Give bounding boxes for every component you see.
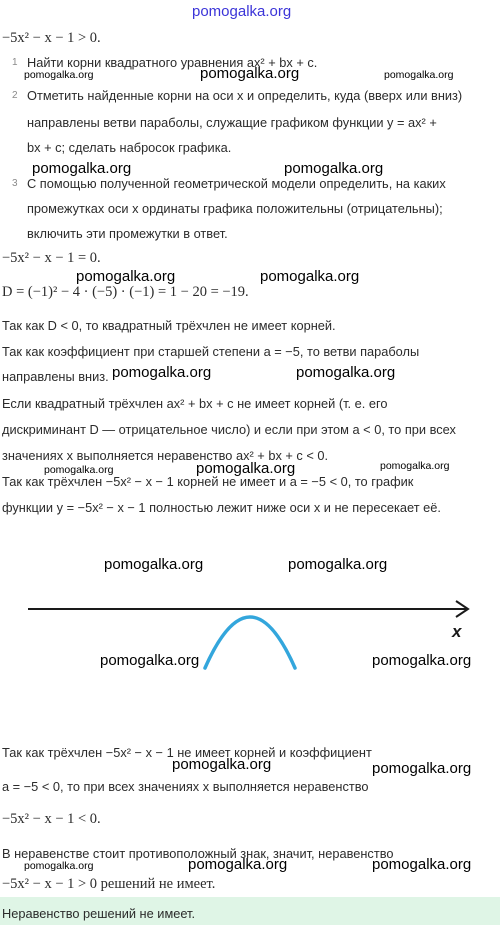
watermark: pomogalka.org bbox=[372, 856, 472, 873]
discriminant-formula: D = (−1)² − 4 · (−5) · (−1) = 1 − 20 = −19. bbox=[2, 284, 249, 300]
branches-text: направлены вниз. bbox=[2, 369, 109, 384]
watermark: pomogalka.org bbox=[112, 364, 212, 381]
quadratic-equation: −5x² − x − 1 = 0. bbox=[2, 250, 101, 266]
watermark: pomogalka.org bbox=[44, 464, 114, 476]
watermark: pomogalka.org bbox=[100, 652, 200, 669]
branches-text: Так как коэффициент при старшей степени a = −5, то ветви параболы bbox=[2, 344, 420, 359]
watermark: pomogalka.org bbox=[24, 69, 94, 81]
step-line: промежутках оси x ординаты графика положительны (отрицательны); bbox=[27, 201, 443, 216]
watermark: pomogalka.org bbox=[288, 556, 388, 573]
conclusion-inequality: −5x² − x − 1 < 0. bbox=[2, 811, 101, 827]
watermark: pomogalka.org bbox=[104, 556, 204, 573]
watermark: pomogalka.org bbox=[372, 652, 472, 669]
graph-text: функции y = −5x² − x − 1 полностью лежит ниже оси x и не пересекает её. bbox=[2, 500, 441, 515]
watermark-top: pomogalka.org bbox=[192, 3, 292, 20]
rule-text: дискриминант D — отрицательное число) и если при этом a < 0, то при всех bbox=[2, 422, 456, 437]
watermark: pomogalka.org bbox=[372, 760, 472, 777]
step-line: С помощью полученной геометрической модели определить, на каких bbox=[27, 176, 446, 191]
answer-text: Неравенство решений не имеет. bbox=[2, 906, 196, 921]
watermark: pomogalka.org bbox=[260, 268, 360, 285]
watermark: pomogalka.org bbox=[284, 160, 384, 177]
graph-text: Так как трёхчлен −5x² − x − 1 корней не имеет и a = −5 < 0, то график bbox=[2, 474, 414, 489]
step-line: направлены ветви параболы, служащие графиком функции y = ax² + bbox=[27, 115, 437, 130]
watermark: pomogalka.org bbox=[172, 756, 272, 773]
watermark: pomogalka.org bbox=[32, 160, 132, 177]
rule-text: значениях x выполняется неравенство ax² + bx + c < 0. bbox=[2, 448, 329, 463]
conclusion-inequality: −5x² − x − 1 > 0 решений не имеет. bbox=[2, 876, 216, 892]
watermark: pomogalka.org bbox=[24, 860, 94, 872]
no-roots-text: Так как D < 0, то квадратный трёхчлен не имеет корней. bbox=[2, 318, 336, 333]
step-line: Найти корни квадратного уравнения ax² + bx + c. bbox=[27, 55, 318, 70]
step-number: 3 bbox=[12, 178, 18, 189]
conclusion-text: В неравенстве стоит противоположный знак, значит, неравенство bbox=[2, 846, 394, 861]
conclusion-text: Так как трёхчлен −5x² − x − 1 не имеет корней и коэффициент bbox=[2, 745, 372, 760]
watermark: pomogalka.org bbox=[380, 460, 450, 472]
x-axis-label: x bbox=[452, 622, 462, 641]
watermark: pomogalka.org bbox=[200, 65, 300, 82]
step-number: 2 bbox=[12, 90, 18, 101]
step-line: Отметить найденные корни на оси x и определить, куда (вверх или вниз) bbox=[27, 88, 463, 103]
watermark: pomogalka.org bbox=[384, 69, 454, 81]
watermark: pomogalka.org bbox=[188, 856, 288, 873]
step-line: bx + c; сделать набросок графика. bbox=[27, 140, 232, 155]
watermark: pomogalka.org bbox=[76, 268, 176, 285]
watermark: pomogalka.org bbox=[296, 364, 396, 381]
intro-inequality: −5x² − x − 1 > 0. bbox=[2, 30, 101, 46]
parabola-curve bbox=[205, 617, 295, 668]
step-line: включить эти промежутки в ответ. bbox=[27, 226, 228, 241]
conclusion-text: a = −5 < 0, то при всех значениях x выполняется неравенство bbox=[2, 779, 369, 794]
rule-text: Если квадратный трёхчлен ax² + bx + c не имеет корней (т. е. его bbox=[2, 396, 388, 411]
step-number: 1 bbox=[12, 57, 18, 68]
watermark: pomogalka.org bbox=[196, 460, 296, 477]
